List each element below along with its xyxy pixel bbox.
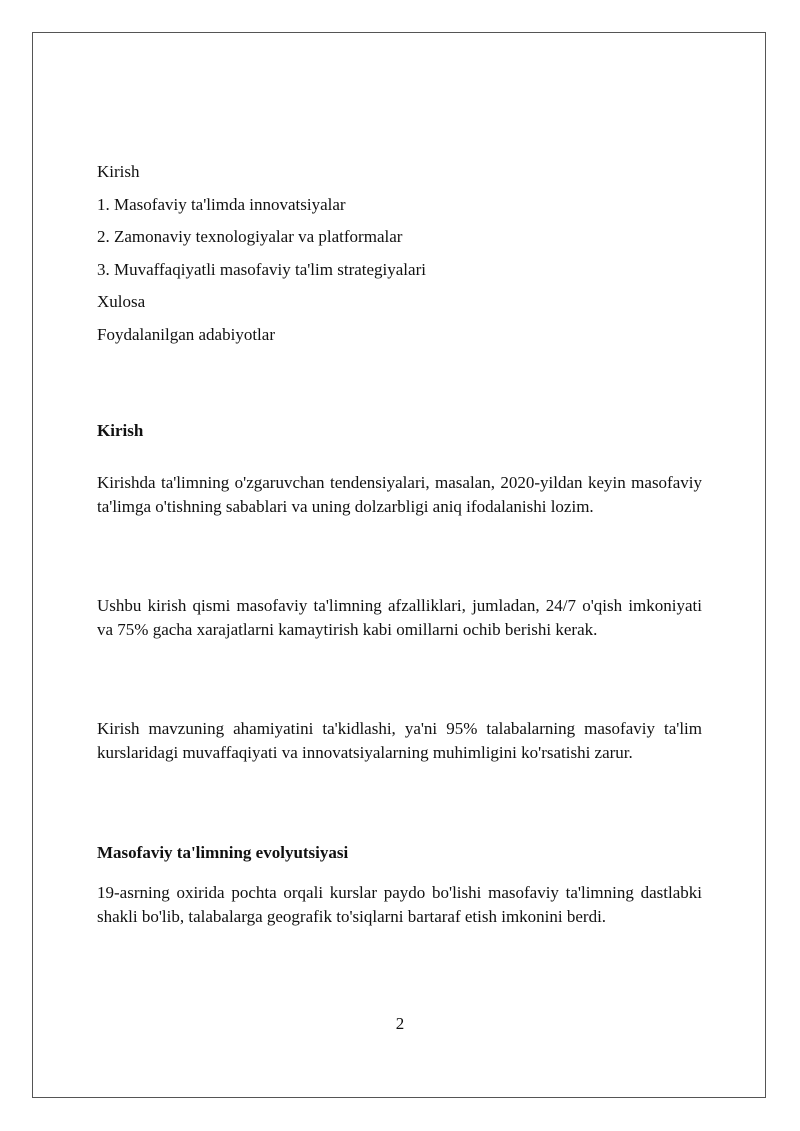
table-of-contents [97,160,702,356]
section-heading-evolution: Masofaviy ta'limning evolyutsiyasi [97,843,349,862]
toc-item-conclusion: Xulosa [97,292,146,312]
evolution-paragraph: 19-asrning oxirida pochta orqali kurslar paydo bo'lishi masofaviy ta'limning dastlabki shakli bo'lib, talabalarga geografik to'siqlarni bartaraf etish imkonini berdi. [97,883,702,926]
toc-item-intro: Kirish [97,162,140,181]
intro-paragraph-1: Kirishda ta'limning o'zgaruvchan tendensiyalari, masalan, 2020-yildan keyin masofaviy ta'limga o'tishning sabablari va uning dolzarbligi aniq ifodalanishi lozim. [97,473,702,516]
toc-item-chapter-3: 3. Muvaffaqiyatli masofaviy ta'lim strategiyalari [97,259,426,279]
intro-paragraph-3: Kirish mavzuning ahamiyatini ta'kidlashi, ya'ni 95% talabalarning masofaviy ta'lim kurslaridagi muvaffaqiyati va innovatsiyalarning muhimligini ko'rsatishi zarur. [97,719,702,762]
intro-paragraph-2: Ushbu kirish qismi masofaviy ta'limning afzalliklari, jumladan, 24/7 o'qish imkoniyati va 75% gacha xarajatlarni kamaytirish kabi omillarni ochib berishi kerak. [97,596,702,639]
section-heading-intro: Kirish [97,421,144,440]
page-number: 2 [395,1014,405,1033]
toc-item-chapter-2: 2. Zamonaviy texnologiyalar va platformalar [97,227,403,247]
toc-item-references: Foydalanilgan adabiyotlar [97,324,275,344]
toc-item-chapter-1: 1. Masofaviy ta'limda innovatsiyalar [97,194,346,214]
